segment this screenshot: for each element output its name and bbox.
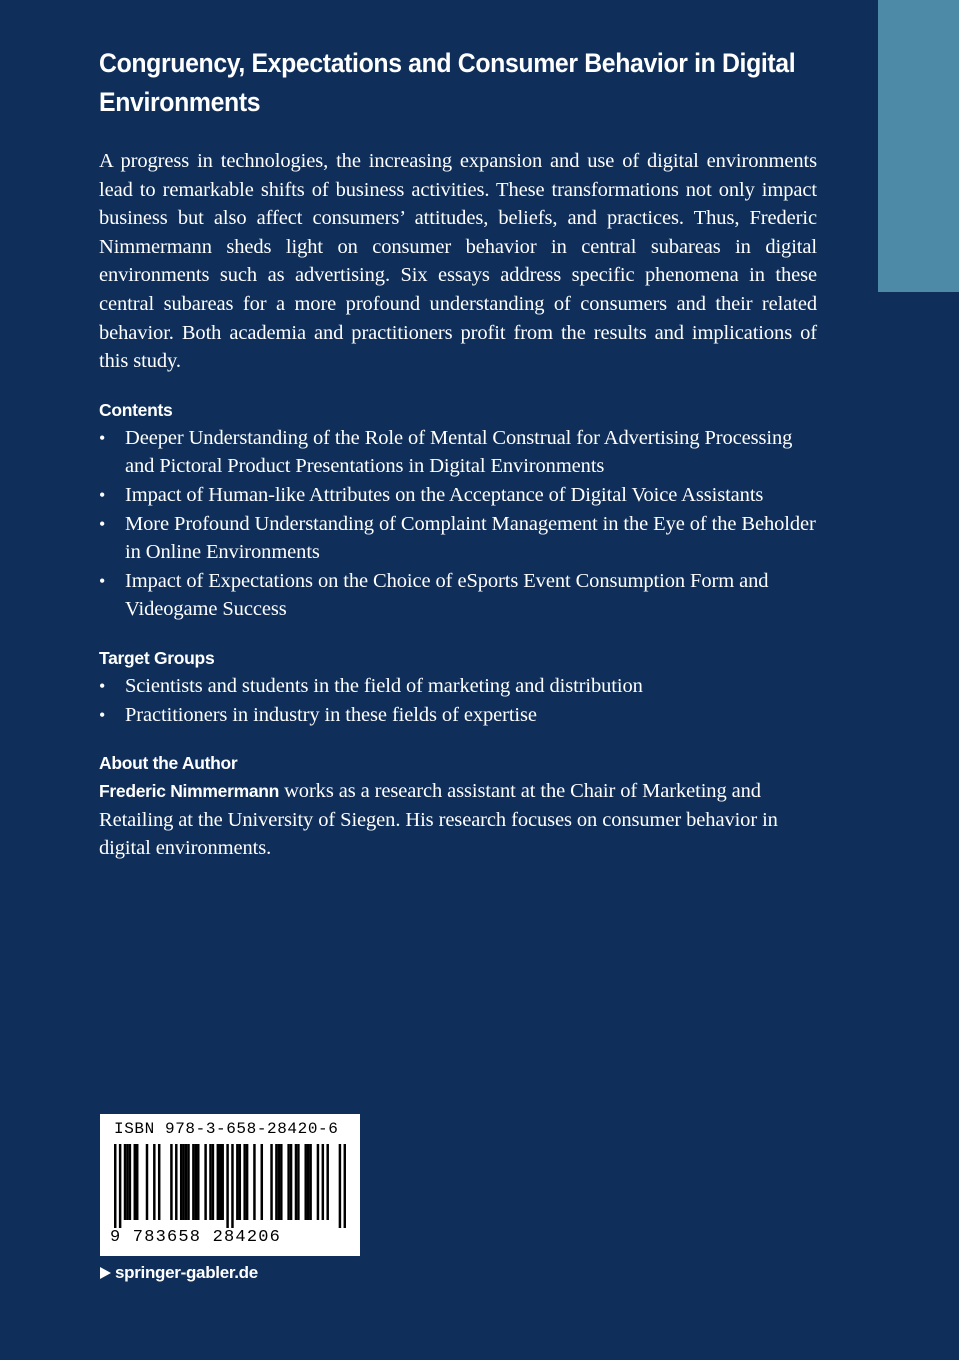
barcode-bar: [126, 1144, 128, 1220]
barcode-bar: [239, 1144, 241, 1220]
about-author-heading: About the Author: [99, 753, 238, 774]
barcode-bar: [261, 1144, 263, 1220]
book-title: Congruency, Expectations and Consumer Behavior in Digital Environments: [99, 48, 796, 117]
barcode-bar: [221, 1144, 223, 1220]
back-cover-content: [99, 44, 817, 863]
list-item: • Practitioners in industry in these fields of expertise: [99, 701, 817, 730]
barcode-bar: [217, 1144, 219, 1220]
barcode-bar: [124, 1144, 126, 1220]
barcode-bar: [114, 1144, 116, 1228]
barcode-bar: [175, 1144, 177, 1220]
author-name: Frederic Nimmermann: [99, 781, 280, 802]
list-item: • More Profound Understanding of Complaint Management in the Eye of the Beholder in Online Environments: [99, 510, 817, 567]
barcode-bar: [204, 1144, 206, 1220]
barcode-bar: [136, 1144, 138, 1220]
contents-heading: Contents: [99, 399, 173, 420]
barcode-bar: [326, 1144, 328, 1220]
barcode-bar: [129, 1144, 131, 1220]
barcode-bar: [278, 1144, 280, 1220]
barcode-bar: [307, 1144, 309, 1220]
barcode-bar: [246, 1144, 248, 1220]
barcode-bar: [153, 1144, 155, 1220]
barcode-bar: [243, 1144, 245, 1220]
barcode-bar: [195, 1144, 197, 1220]
barcode-bar: [304, 1144, 306, 1220]
barcode-bar: [297, 1144, 299, 1220]
barcode-bar: [185, 1144, 187, 1220]
barcode-bar: [280, 1144, 282, 1220]
barcode-bar: [226, 1144, 228, 1228]
barcode-bar: [158, 1144, 160, 1220]
barcode-bar: [270, 1144, 272, 1220]
barcode-bar: [180, 1144, 182, 1220]
barcode-bar: [275, 1144, 277, 1220]
contents-list: [99, 424, 817, 624]
about-author-text: [99, 777, 817, 863]
barcode-bar: [236, 1144, 238, 1220]
barcode-bar: [212, 1144, 214, 1220]
barcode-bar: [317, 1144, 319, 1220]
isbn-barcode: [100, 1114, 360, 1256]
list-item: • Deeper Understanding of the Role of Mental Construal for Advertising Processing and Pictoral Product Presentations in Digital Environments: [99, 424, 817, 481]
barcode-bar: [322, 1144, 324, 1220]
barcode-bar: [119, 1144, 121, 1228]
isbn-label: ISBN 978-3-658-28420-6: [114, 1120, 339, 1138]
list-item: • Scientists and students in the field of marketing and distribution: [99, 672, 817, 701]
arrow-right-icon: [100, 1267, 111, 1279]
barcode-bars: [114, 1144, 346, 1228]
target-groups-list: [99, 672, 817, 729]
barcode-bar: [290, 1144, 292, 1220]
barcode-bar: [219, 1144, 221, 1220]
website-link[interactable]: springer-gabler.de: [115, 1263, 258, 1282]
ean-digits: 9 783658 284206: [110, 1228, 282, 1247]
barcode-bar: [146, 1144, 148, 1220]
list-item: • Impact of Human-like Attributes on the Acceptance of Digital Voice Assistants: [99, 481, 817, 510]
barcode-bar: [253, 1144, 255, 1220]
barcode-bar: [192, 1144, 194, 1220]
barcode-bar: [197, 1144, 199, 1220]
barcode-bar: [209, 1144, 211, 1220]
barcode-bar: [309, 1144, 311, 1220]
target-groups-heading: Target Groups: [99, 647, 215, 668]
barcode-bar: [344, 1144, 346, 1228]
publisher-website[interactable]: [100, 1263, 258, 1283]
author-bio: works as a research assistant at the Chair of Marketing and Retailing at the University of Siegen. His research focuses on consumer behavior in digital environments.: [99, 780, 778, 860]
barcode-bar: [339, 1144, 341, 1228]
list-item: • Impact of Expectations on the Choice of eSports Event Consumption Form and Videogame Success: [99, 567, 817, 624]
barcode-bar: [295, 1144, 297, 1220]
barcode-bar: [170, 1144, 172, 1220]
barcode-bar: [287, 1144, 289, 1220]
book-blurb: A progress in technologies, the increasing expansion and use of digital environments lead to remarkable shifts of business activities. These transformations not only impact business but also affect consumers’ attitudes, beliefs, and practices. Thus, Frederic Nimmermann sheds light on consumer behavior in central subareas in digital environments such as advertising. Six essays address specific phenomena in these central subareas for a more profound understanding of consumers and their related behavior. Both academia and practitioners profit from the results and implications of this study.: [99, 150, 817, 373]
barcode-bar: [182, 1144, 184, 1220]
barcode-bar: [231, 1144, 233, 1228]
side-color-tab: [878, 0, 959, 292]
barcode-bar: [187, 1144, 189, 1220]
barcode-bar: [134, 1144, 136, 1220]
